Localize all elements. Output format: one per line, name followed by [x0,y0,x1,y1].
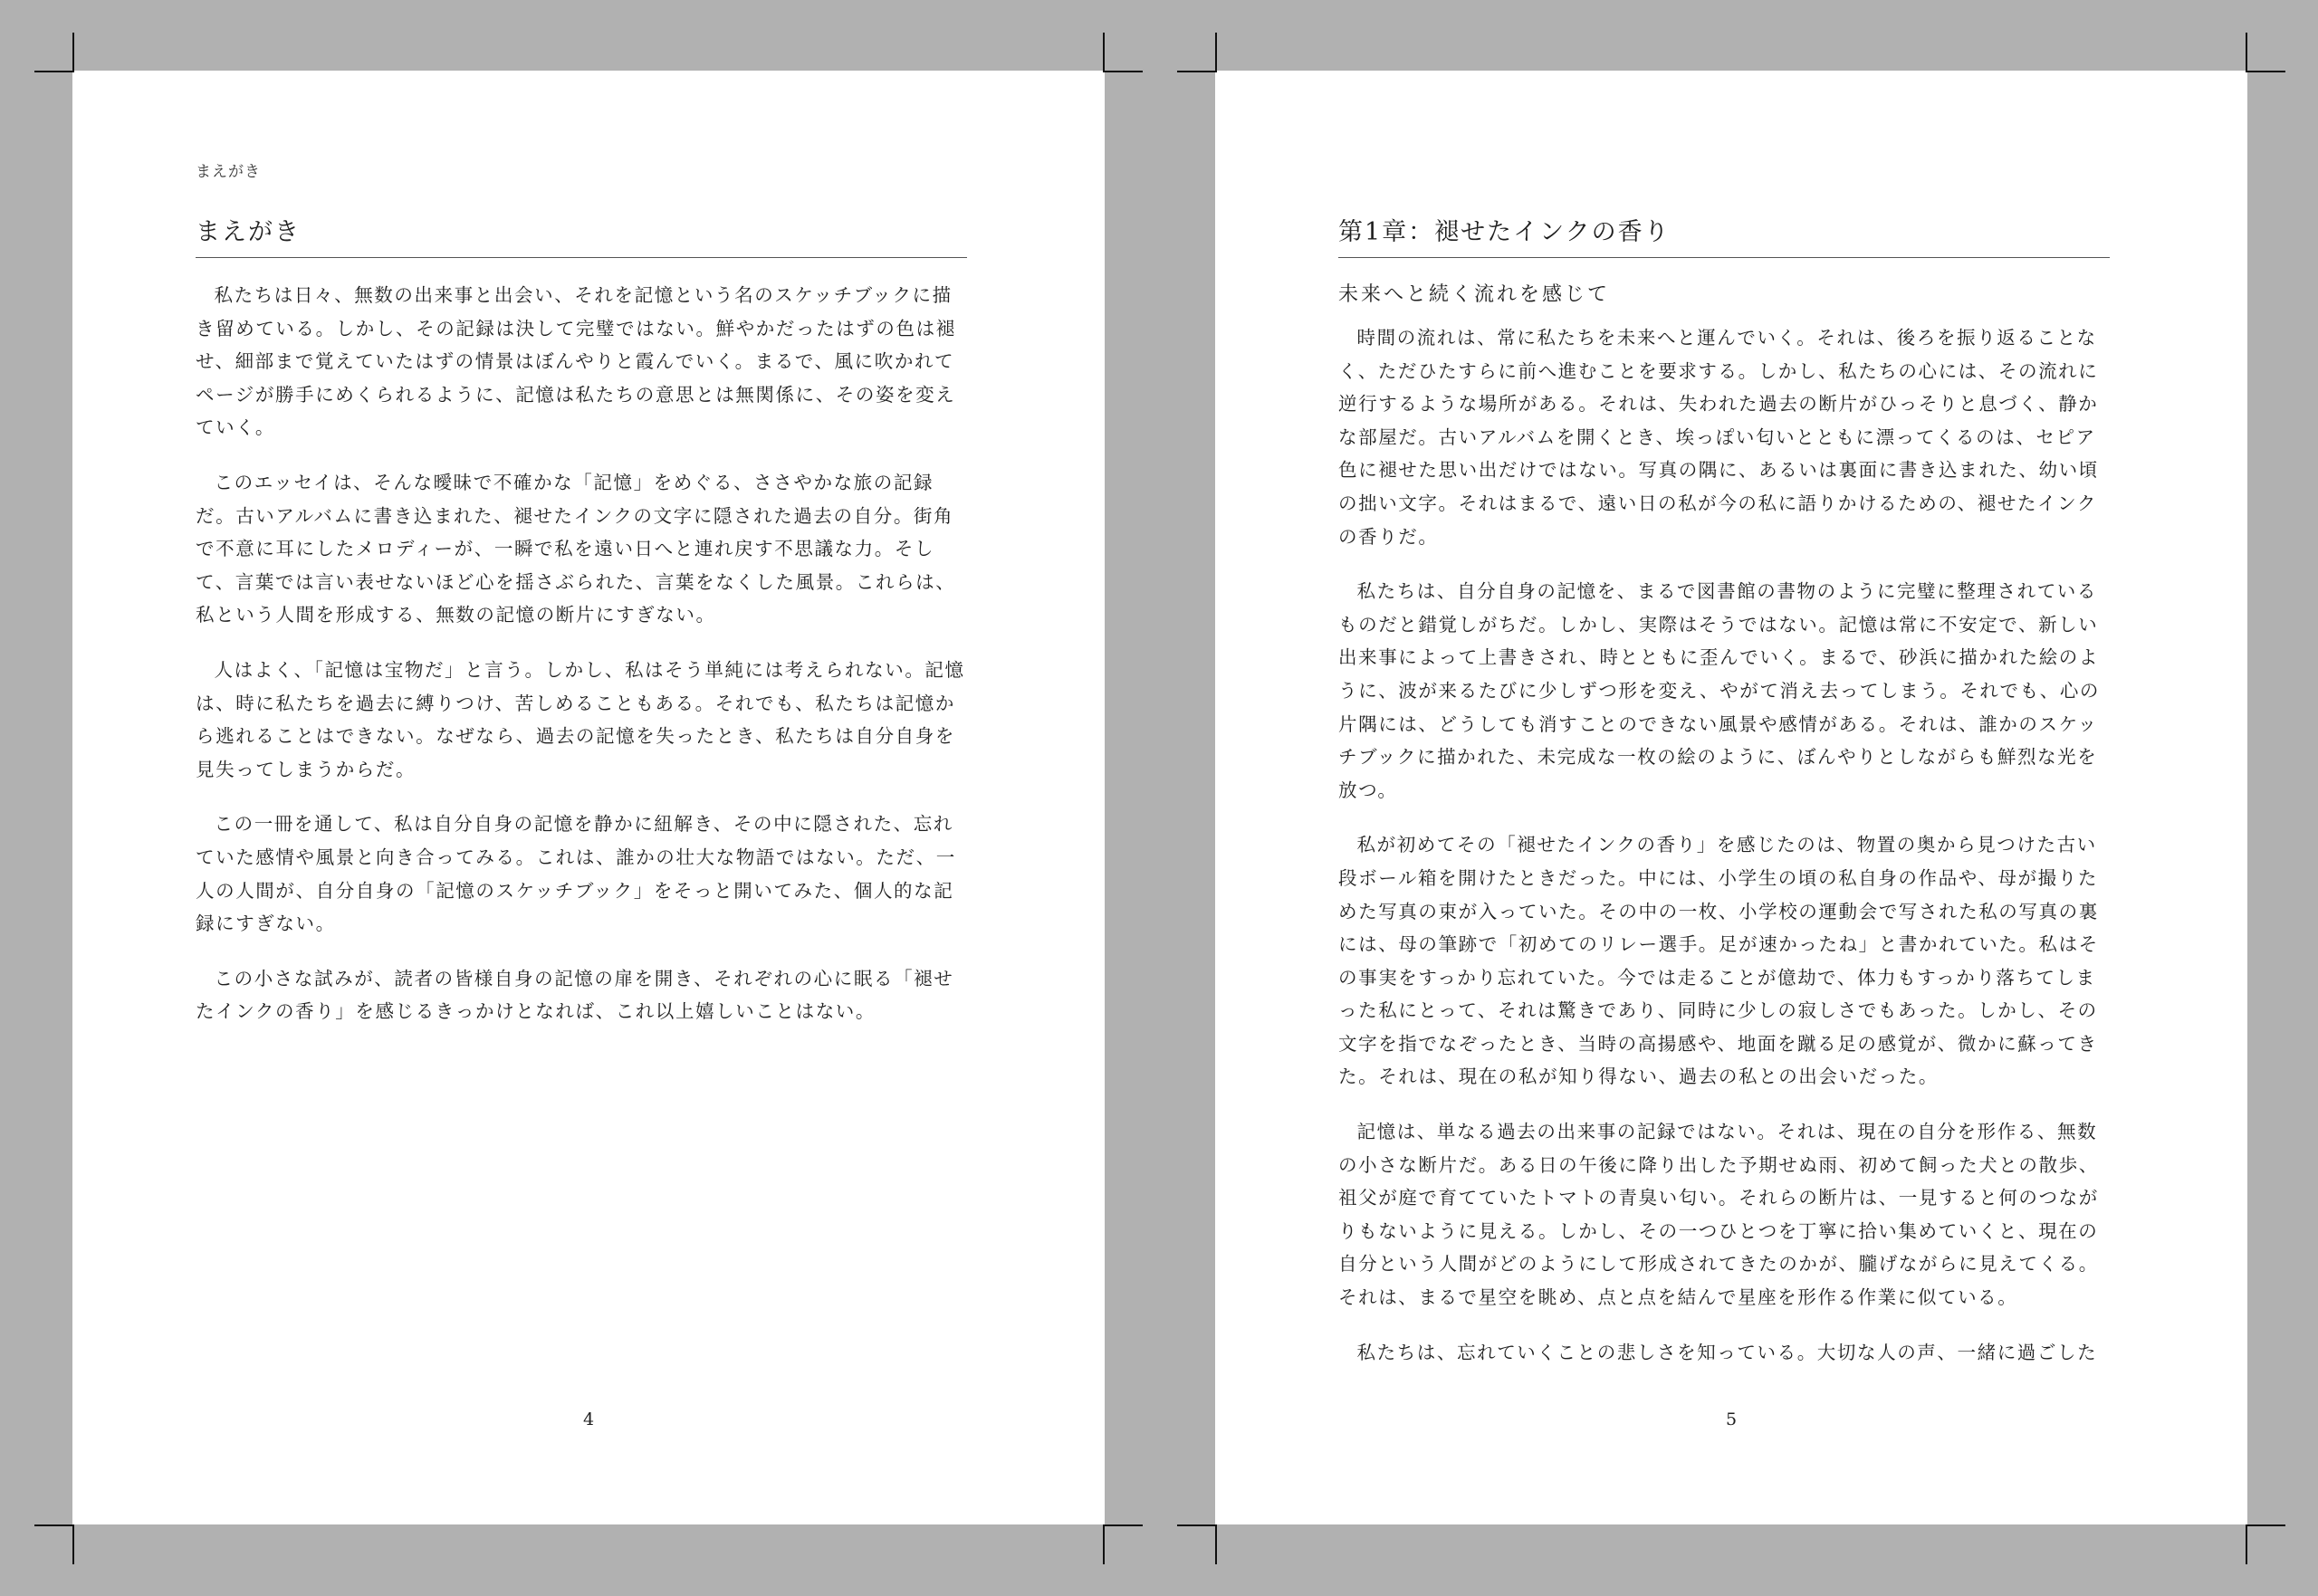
paragraph: この小さな試みが、読者の皆様自身の記憶の扉を開き、それぞれの心に眠る「褪せたインクの香り」を感じるきっかけとなれば、これ以上嬉しいことはない。 [196,967,954,1023]
body-text [1338,321,2110,1391]
paragraph: 私たちは日々、無数の出来事と出会い、それを記憶という名のスケッチブックに描き留めている。しかし、その記録は決して完璧ではない。鮮やかだったはずの色は褪せ、細部まで覚えていたはずの情景はぼんやりと霞んでいく。まるで、風に吹かれてページが勝手にめくられるように、記憶は私たちの意思とは無関係に、その姿を変えていく。 [196,284,956,439]
paragraph: 記憶は、単なる過去の出来事の記録ではない。それは、現在の自分を形作る、無数の小さな断片だ。ある日の午後に降り出した予期せぬ雨、初めて飼った犬との散歩、祖父が庭で育てていたトマトの青臭い匂い。それらの断片は、一見すると何のつながりもないように見える。しかし、その一つひとつを丁寧に拾い集めていくと、現在の自分という人間がどのようにして形成されてきたのかが、朧げながらに見えてくる。それは、まるで星空を眺め、点と点を結んで星座を形作る作業に似ている。 [1338,1121,2099,1309]
paragraph: 私が初めてその「褪せたインクの香り」を感じたのは、物置の奥から見つけた古い段ボール箱を開けたときだった。中には、小学生の頃の私自身の作品や、母が撮りためた写真の束が入っていた。その中の一枚、小学校の運動会で写された私の写真の裏には、母の筆跡で「初めてのリレー選手。足が速かったね」と書かれていた。私はその事実をすっかり忘れていた。今では走ることが億劫で、体力もすっかり落ちてしまった私にとって、それは驚きであり、同時に少しの寂しさでもあった。しかし、その文字を指でなぞったとき、当時の高揚感や、地面を蹴る足の感覚が、微かに蘇ってきた。それは、現在の私が知り得ない、過去の私との出会いだった。 [1338,834,2099,1088]
paragraph: この一冊を通して、私は自分自身の記憶を静かに紐解き、その中に隠された、忘れていた感情や風景と向き合ってみる。これは、誰かの壮大な物語ではない。ただ、一人の人間が、自分自身の「記憶のスケッチブック」をそっと開いてみた、個人的な記録にすぎない。 [196,813,956,935]
crop-mark-bottom-right [2246,1524,2285,1564]
running-header: まえがき [196,163,261,181]
chapter-title: 第1章：褪せたインクの香り [1338,212,2110,258]
crop-mark-top-right [1103,33,1143,72]
paragraph: 私たちは、忘れていくことの悲しさを知っている。大切な人の声、一緒に過ごした [1356,1341,2098,1363]
page-number: 4 [582,1410,595,1429]
paragraph: 人はよく、「記憶は宝物だ」と言う。しかし、私はそう単純には考えられない。記憶は、時に私たちを過去に縛りつけ、苦しめることもある。それでも、私たちは記憶から逃れることはできない。なぜなら、過去の記憶を失ったとき、私たちは自分自身を見失ってしまうからだ。 [196,658,965,780]
section-heading: 未来へと続く流れを感じて [1338,283,1611,306]
paragraph: このエッセイは、そんな曖昧で不確かな「記憶」をめぐる、ささやかな旅の記録だ。古いアルバムに書き込まれた、褪せたインクの文字に隠された過去の自分。街角で不意に耳にしたメロディーが、一瞬で私を遠い日へと連れ戻す不思議な力。そして、言葉では言い表せないほど心を揺さぶられた、言葉をなくした風景。これらは、私という人間を形成する、無数の記憶の断片にすぎない。 [196,471,956,626]
crop-mark-bottom-left [34,1524,74,1564]
paragraph: 私たちは、自分自身の記憶を、まるで図書館の書物のように完璧に整理されているものだと錯覚しがちだ。しかし、実際はそうではない。記憶は常に不安定で、新しい出来事によって上書きされ、時とともに歪んでいく。まるで、砂浜に描かれた絵のように、波が来るたびに少しずつ形を変え、やがて消え去ってしまう。それでも、心の片隅には、どうしても消すことのできない風景や感情がある。それは、誰かのスケッチブックに描かれた、未完成な一枚の絵のように、ぼんやりとしながらも鮮烈な光を放つ。 [1338,580,2101,801]
page-number: 5 [1725,1410,1738,1429]
crop-mark-bottom-left [1177,1524,1217,1564]
crop-mark-top-left [1177,33,1217,72]
paragraph: 時間の流れは、常に私たちを未来へと運んでいく。それは、後ろを振り返ることなく、ただひたすらに前へ進むことを要求する。しかし、私たちの心には、その流れに逆行するような場所がある。それは、失われた過去の断片がひっそりと息づく、静かな部屋だ。古いアルバムを開くとき、埃っぽい匂いとともに漂ってくるのは、セピア色に褪せた思い出だけではない。写真の隅に、あるいは裏面に書き込まれた、幼い頃の拙い文字。それはまるで、遠い日の私が今の私に語りかけるための、褪せたインクの香りだ。 [1338,327,2099,548]
page-title: まえがき [196,212,967,258]
left-page [72,71,1105,1524]
crop-mark-bottom-right [1103,1524,1143,1564]
right-page [1215,71,2247,1524]
crop-mark-top-left [34,33,74,72]
crop-mark-top-right [2246,33,2285,72]
body-text [196,279,967,1050]
